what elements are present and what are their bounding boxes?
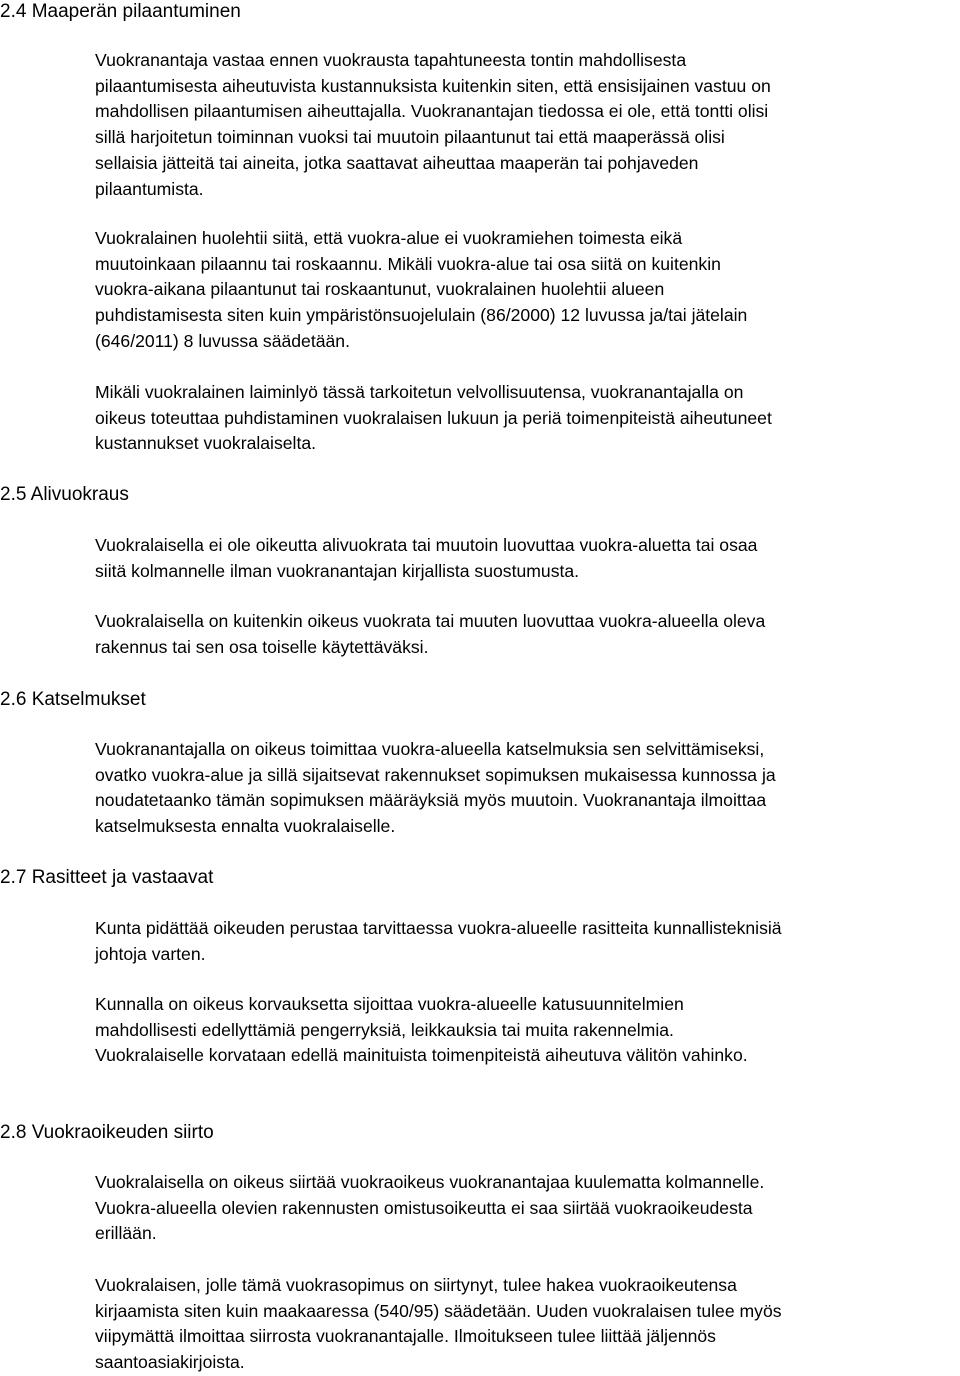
text-line: siitä kolmannelle ilman vuokranantajan kirjallista suostumusta. [95, 560, 580, 581]
text-line: Vuokranantajalla on oikeus toimittaa vuokra-alueella katselmuksia sen selvittämiseksi, [95, 739, 765, 759]
text-line: Vuokra-alueella olevien rakennusten omistusoikeutta ei saa siirtää vuokraoikeudesta [95, 1197, 753, 1218]
text-line: johtoja varten. [95, 943, 206, 964]
text-line: sillä harjoitetun toiminnan vuoksi tai muutoin pilaantunut tai että maaperässä olisi [95, 127, 725, 148]
text-line: mahdollisesti edellyttämiä pengerryksiä, leikkauksia tai muita rakennelmia. [95, 1019, 674, 1040]
text-line: pilaantumista. [95, 178, 204, 199]
text-line: katselmuksesta ennalta vuokralaiselle. [95, 816, 396, 837]
text-line: sellaisia jätteitä tai aineita, jotka saattavat aiheuttaa maaperän tai pohjaveden [95, 152, 699, 173]
text-line: Vuokralaisella ei ole oikeutta alivuokrata tai muutoin luovuttaa vuokra-aluetta tai osaa [95, 535, 758, 555]
paragraph [95, 48, 960, 202]
text-line: Vuokralaisen, jolle tämä vuokrasopimus on siirtynyt, tulee hakea vuokraoikeutensa [95, 1275, 737, 1295]
text-line: mahdollisen pilaantumisen aiheuttajalla. Vuokranantajan tiedossa ei ole, että tontti olisi [95, 101, 769, 122]
text-line: Vuokranantaja vastaa ennen vuokrausta tapahtuneesta tontin mahdollisesta [95, 50, 687, 70]
text-line: oikeus toteuttaa puhdistaminen vuokralaisen lukuun ja periä toimenpiteistä aiheutuneet [95, 407, 772, 428]
paragraph [95, 916, 960, 967]
paragraph [95, 533, 960, 584]
paragraph [95, 380, 960, 457]
text-line: viipymättä ilmoittaa siirrosta vuokranantajalle. Ilmoitukseen tulee liittää jäljennös [95, 1326, 716, 1347]
paragraph [95, 992, 960, 1069]
text-line: kirjaamista siten kuin maakaaressa (540/95) säädetään. Uuden vuokralaisen tulee myös [95, 1300, 782, 1321]
text-line: noudatetaanko tämän sopimuksen määräyksiä myös muutoin. Vuokranantaja ilmoittaa [95, 790, 767, 811]
paragraph [95, 609, 960, 660]
text-line: erillään. [95, 1223, 157, 1244]
text-line: Vuokralainen huolehtii siitä, että vuokra-alue ei vuokramiehen toimesta eikä [95, 228, 683, 248]
text-line: (646/2011) 8 luvussa säädetään. [95, 330, 350, 351]
paragraph [95, 226, 960, 355]
text-line: Kunnalla on oikeus korvauksetta sijoittaa vuokra-alueelle katusuunnitelmien [95, 994, 684, 1014]
text-line: Vuokralaisella on kuitenkin oikeus vuokrata tai muuten luovuttaa vuokra-alueella oleva [95, 611, 766, 631]
text-line: pilaantumisesta aiheutuvista kustannuksista kuitenkin siten, että ensisijainen vastuu on [95, 75, 771, 96]
section-heading-2-5: 2.5 Alivuokraus [0, 484, 129, 505]
text-line: Mikäli vuokralainen laiminlyö tässä tarkoitetun velvollisuutensa, vuokranantajalla on [95, 382, 744, 402]
section-heading-2-8: 2.8 Vuokraoikeuden siirto [0, 1122, 214, 1143]
text-line: rakennus tai sen osa toiselle käytettäväksi. [95, 636, 429, 657]
text-line: vuokra-aikana pilaantunut tai roskaantunut, vuokralainen huolehtii alueen [95, 279, 665, 300]
section-heading-2-4: 2.4 Maaperän pilaantuminen [0, 1, 241, 22]
text-line: muutoinkaan pilaannu tai roskaannu. Mikäli vuokra-alue tai osa siitä on kuitenkin [95, 253, 721, 274]
section-heading-2-7: 2.7 Rasitteet ja vastaavat [0, 867, 214, 888]
text-line: puhdistamisesta siten kuin ympäristönsuojelulain (86/2000) 12 luvussa ja/tai jätelain [95, 305, 748, 326]
text-line: Kunta pidättää oikeuden perustaa tarvittaessa vuokra-alueelle rasitteita kunnallisteknisiä [95, 918, 782, 938]
text-line: kustannukset vuokralaiselta. [95, 433, 317, 454]
paragraph [95, 1170, 960, 1247]
section-heading-2-6: 2.6 Katselmukset [0, 689, 146, 710]
text-line: ovatko vuokra-alue ja sillä sijaitsevat rakennukset sopimuksen mukaisessa kunnossa ja [95, 764, 776, 785]
text-line: saantoasiakirjoista. [95, 1352, 245, 1373]
paragraph [95, 1273, 960, 1376]
text-line: Vuokralaiselle korvataan edellä mainituista toimenpiteistä aiheutuva välitön vahinko. [95, 1045, 748, 1066]
paragraph [95, 737, 960, 840]
text-line: Vuokralaisella on oikeus siirtää vuokraoikeus vuokranantajaa kuulematta kolmannelle. [95, 1172, 765, 1192]
